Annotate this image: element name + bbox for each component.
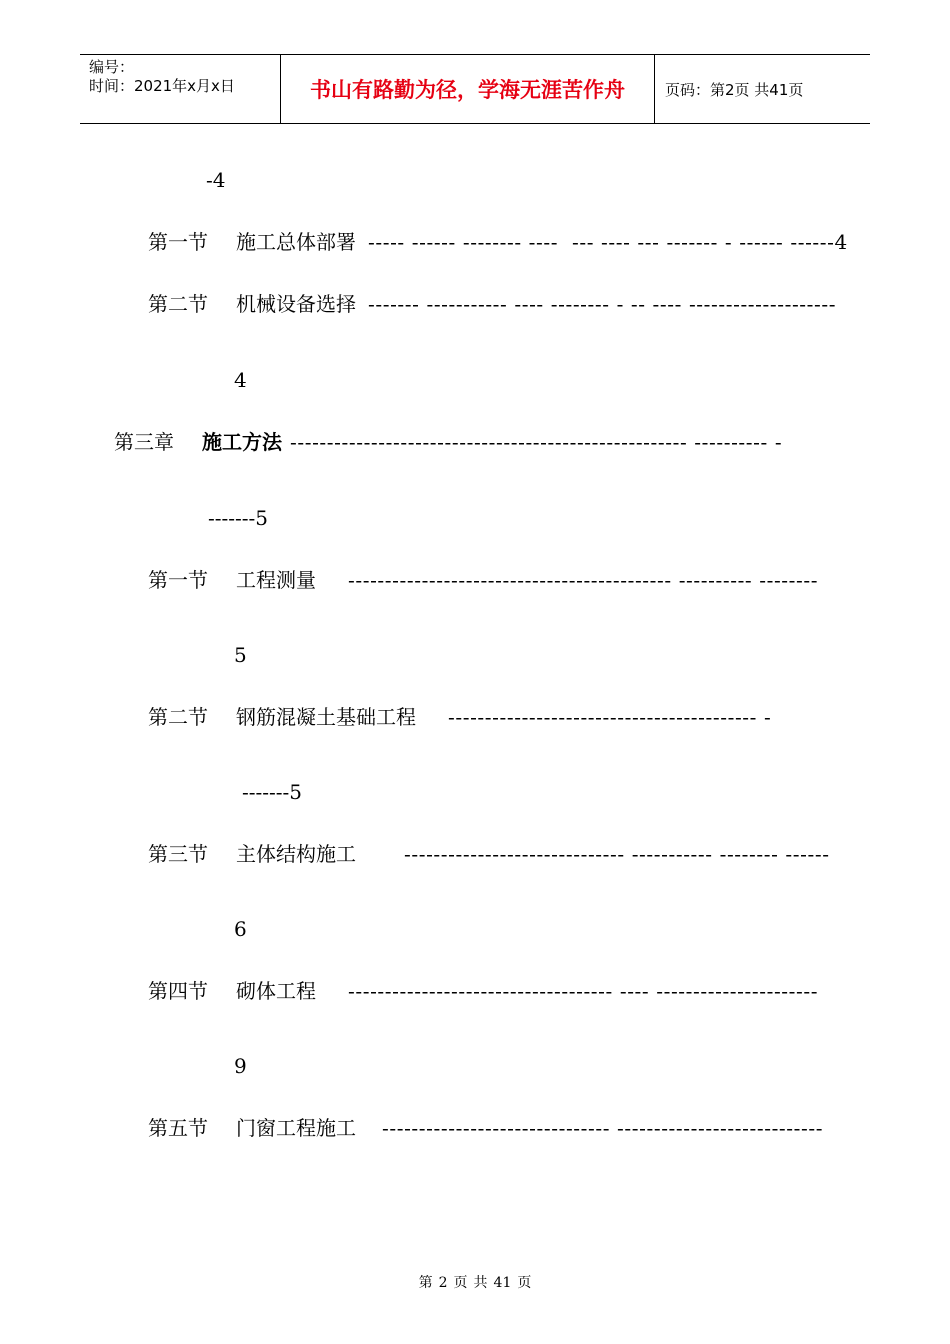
toc-chapter-number: 第三章 [114, 430, 174, 454]
toc-leader: ------------------------------------ ---- ---------------------- [348, 979, 819, 1003]
footer-ye2: 页 [517, 1275, 532, 1291]
toc-leader: -------------------------------------------- ---------- -------- [348, 568, 819, 592]
header-page-info: 页码：第2页 共41页 [665, 80, 804, 99]
toc-page-number: -------5 [242, 780, 303, 804]
toc-section-title: 钢筋混凝土基础工程 [236, 705, 416, 729]
toc-leader: ------------------------------- ---------------------------- [382, 1116, 824, 1140]
toc-chapter-title: 施工方法 [202, 430, 282, 454]
document-number-label: 编号： [89, 58, 135, 76]
toc-section-number: 第二节 [148, 705, 208, 729]
toc-section-title: 施工总体部署 [236, 230, 356, 254]
toc-page-number: -------5 [208, 506, 269, 530]
footer-total-pages: 41 [493, 1275, 512, 1291]
toc-leader: ------- ----------- ---- -------- - -- ---- -------------------- [368, 292, 837, 316]
footer-gong: 共 [473, 1275, 488, 1291]
toc-section-title: 工程测量 [236, 568, 316, 592]
page-footer [0, 1272, 950, 1292]
header-motto: 书山有路勤为径，学海无涯苦作舟 [281, 55, 655, 123]
toc-section-number: 第二节 [148, 292, 208, 316]
toc-section-number: 第一节 [148, 568, 208, 592]
toc-leader: ----- ------ -------- ---- --- ---- --- ------- - ------ ------4 [368, 230, 848, 254]
footer-page-number: 2 [438, 1275, 448, 1291]
toc-leader: ------------------------------------------------------ ---------- - [290, 430, 783, 454]
toc-section-number: 第五节 [148, 1116, 208, 1140]
toc-page-number: 9 [234, 1054, 247, 1078]
document-date: 时间：2021年x月x日 [89, 77, 235, 95]
footer-di: 第 [418, 1275, 433, 1291]
header-meta [80, 55, 281, 123]
toc-page-number: 6 [234, 917, 247, 941]
footer-ye: 页 [453, 1275, 468, 1291]
toc-section-number: 第四节 [148, 979, 208, 1003]
toc-section-title: 砌体工程 [236, 979, 316, 1003]
toc-page-number: 5 [234, 643, 247, 667]
toc-page-ref: -4 [206, 168, 226, 192]
toc-page-number: 4 [234, 368, 247, 392]
toc-section-title: 主体结构施工 [236, 842, 356, 866]
toc-leader: ------------------------------------------ - [448, 705, 772, 729]
toc-section-title: 门窗工程施工 [236, 1116, 356, 1140]
toc-section-title: 机械设备选择 [236, 292, 356, 316]
toc-section-number: 第一节 [148, 230, 208, 254]
toc-leader: ------------------------------ ----------- -------- ------ [404, 842, 830, 866]
toc-section-number: 第三节 [148, 842, 208, 866]
page-header [80, 54, 870, 124]
